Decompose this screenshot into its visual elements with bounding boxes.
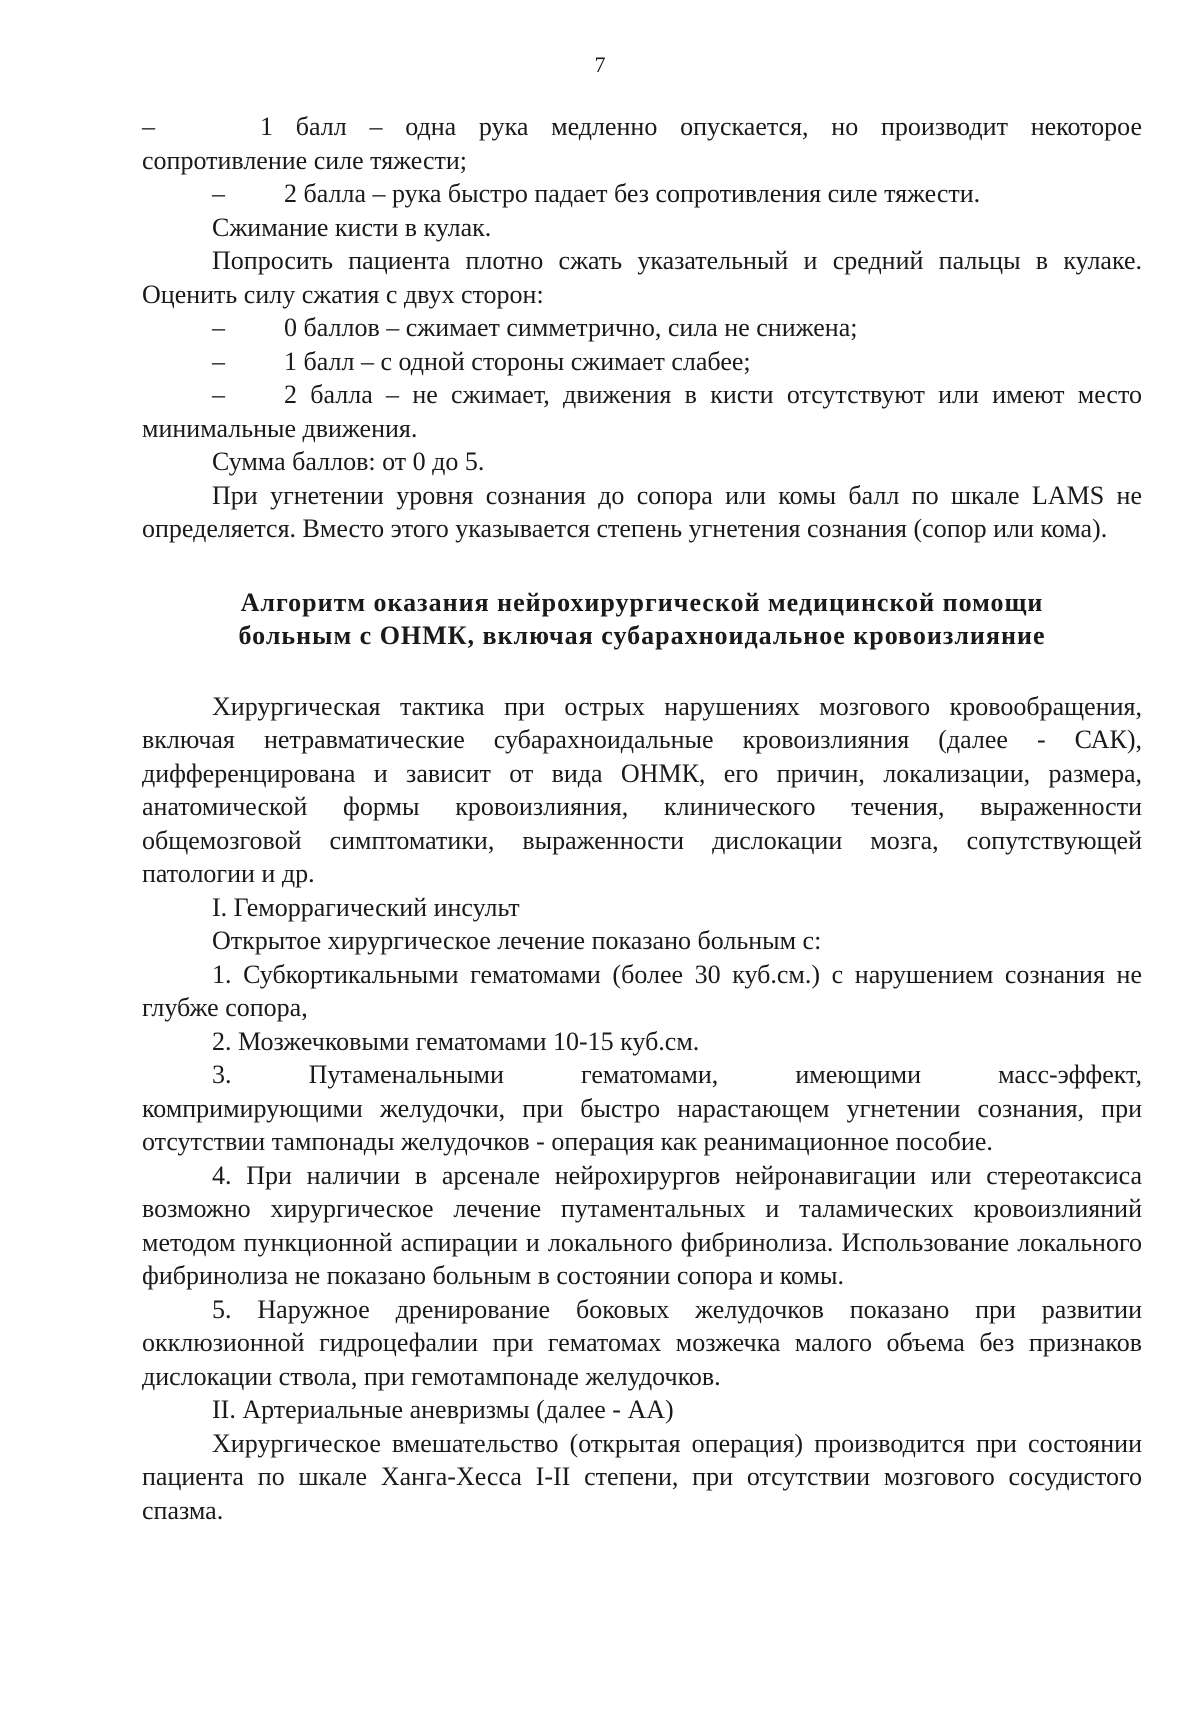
indication-3-rest: компримирующими желудочки, при быстро нарастающем угнетении сознания, при отсутствии тампонады желудочков - операция как реанимационное пособие.: [142, 1093, 1142, 1156]
lams-note: При угнетении уровня сознания до сопора или комы балл по шкале LAMS не определяется. Вместо этого указывается степень угнетения сознания (сопор или кома).: [142, 480, 1142, 543]
subheading-fist: Сжимание кисти в кулак.: [212, 212, 492, 242]
indication-4: 4. При наличии в арсенале нейрохирургов нейронавигации или стереотаксиса возможно хирургическое лечение путаментальных и таламических кровоизлияний методом пункционной аспирации и локального фибринолиза. Использование локального фибринолиза не показано больным в состоянии сопора и комы.: [142, 1160, 1142, 1290]
section-heading-line-1: Алгоритм оказания нейрохирургической медицинской помощи: [240, 587, 1044, 617]
item-1-ball-weaker-text: 1 балл – с одной стороны сжимает слабее;: [284, 346, 751, 376]
item-1-ball-weaker: [142, 345, 1142, 379]
page-number: 7: [594, 52, 606, 77]
section-heading-line-2: больным с ОНМК, включая субарахноидальное кровоизлияние: [238, 620, 1046, 650]
item-2-balla: [142, 177, 1142, 211]
indication-1: 1. Субкортикальными гематомами (более 30 куб.см.) с нарушением сознания не глубже сопора,: [142, 959, 1142, 1022]
indication-3-word: гематомами,: [581, 1060, 719, 1089]
arterial-aneurysms-title: II. Артериальные аневризмы (далее - АА): [212, 1395, 674, 1424]
item-2-balla-no-grip-text: 2 балла – не сжимает, движения в кисти отсутствуют или имеют место минимальные движения.: [142, 380, 1142, 443]
document-body: [142, 110, 1142, 1527]
indication-3-word: масс-эффект,: [998, 1060, 1142, 1089]
hemorrhagic-stroke-title: I. Геморрагический инсульт: [212, 892, 520, 922]
item-1-ball-text: 1 балл – одна рука медленно опускается, но производит некоторое сопротивление силе тяжести;: [142, 112, 1142, 175]
open-surgery-intro: Открытое хирургическое лечение показано больным с:: [212, 926, 822, 955]
item-2-balla-no-grip: [142, 378, 1142, 445]
dash-mark: –: [212, 380, 225, 409]
dash-mark: –: [142, 112, 155, 141]
dash-mark: –: [212, 179, 225, 208]
indication-5: 5. Наружное дренирование боковых желудочков показано при развитии окклюзионной гидроцефалии при гематомах мозжечка малого объема без признаков дислокации ствола, при гемотампонаде желудочков.: [142, 1294, 1142, 1391]
score-sum: Сумма баллов: от 0 до 5.: [212, 447, 485, 476]
surgical-tactics-paragraph: Хирургическая тактика при острых нарушениях мозгового кровообращения, включая нетравматические субарахноидальные кровоизлияния (далее - САК), дифференцирована и зависит от вида ОНМК, его причин, локализации, размера, анатомической формы кровоизлияния, клинического течения, выраженности общемозговой симптоматики, выраженности дислокации мозга, сопутствующей патологии и др.: [142, 691, 1142, 888]
indication-3-word: 3.: [212, 1060, 232, 1089]
section-heading: [142, 586, 1142, 652]
indication-2: 2. Мозжечковыми гематомами 10-15 куб.см.: [212, 1026, 700, 1056]
item-2-balla-text: 2 балла – рука быстро падает без сопротивления силе тяжести.: [284, 179, 981, 208]
indication-3-word: Путаменальными: [308, 1060, 504, 1089]
surgical-intervention-paragraph: Хирургическое вмешательство (открытая операция) производится при состоянии пациента по шкале Ханга-Хесса I-II степени, при отсутствии мозгового сосудистого спазма.: [142, 1428, 1142, 1525]
indication-3-first-line: [142, 1058, 1142, 1092]
item-0-ballov: [142, 311, 1142, 345]
indication-3: [142, 1058, 1142, 1159]
dash-mark: –: [212, 346, 225, 376]
instruction-paragraph: Попросить пациента плотно сжать указательный и средний пальцы в кулаке. Оценить силу сжатия с двух сторон:: [142, 246, 1142, 309]
item-0-ballov-text: 0 баллов – сжимает симметрично, сила не снижена;: [284, 313, 858, 342]
indication-3-word: имеющими: [795, 1060, 921, 1089]
dash-mark: –: [212, 313, 225, 342]
item-1-ball: [142, 110, 1142, 177]
